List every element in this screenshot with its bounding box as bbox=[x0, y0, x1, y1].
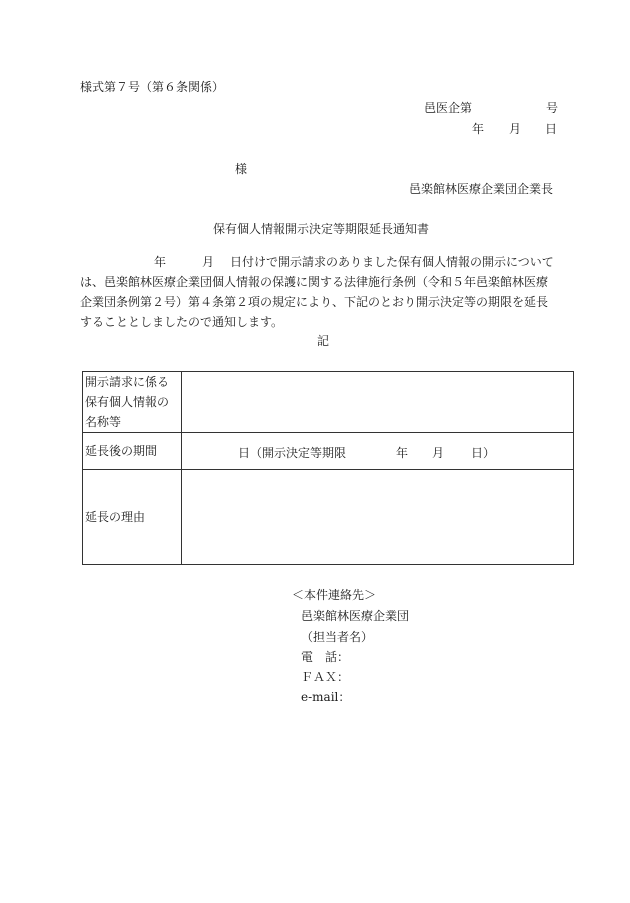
table-row-request-name bbox=[83, 372, 574, 433]
body-year: 年 bbox=[154, 255, 167, 269]
contact-heading: ＜本件連絡先＞ bbox=[292, 588, 377, 602]
sender-name: 邑楽館林医療企業団企業長 bbox=[409, 182, 554, 196]
extension-reason-label: 延長の理由 bbox=[83, 470, 182, 565]
date-month: 月 bbox=[509, 122, 522, 136]
contact-person: （担当者名） bbox=[301, 630, 374, 644]
ki-marker: 記 bbox=[317, 334, 330, 348]
form-number: 様式第７号（第６条関係） bbox=[80, 80, 225, 94]
period-month: 月 bbox=[432, 446, 445, 460]
request-name-label-line-1: 開示請求に係る bbox=[85, 375, 170, 389]
document-title: 保有個人情報開示決定等期限延長通知書 bbox=[213, 222, 430, 236]
document-number-suffix: 号 bbox=[546, 101, 559, 115]
period-year: 年 bbox=[396, 446, 409, 460]
table-row-extended-period bbox=[83, 433, 574, 470]
extension-details-table bbox=[82, 371, 574, 565]
period-day-text: 日（開示決定等期限 bbox=[238, 446, 347, 460]
request-name-label bbox=[83, 372, 182, 433]
notice-body bbox=[80, 252, 580, 332]
document-number-prefix: 邑医企第 bbox=[424, 101, 473, 115]
body-line-2: は、邑楽館林医療企業団個人情報の保護に関する法律施行条例（令和５年邑楽館林医療 bbox=[80, 275, 549, 289]
request-name-label-line-3: 名称等 bbox=[85, 415, 122, 429]
body-month: 月 bbox=[202, 255, 215, 269]
body-line-1 bbox=[80, 252, 580, 272]
table-row-extension-reason bbox=[83, 470, 574, 565]
body-line-3: 企業団条例第２号）第４条第２項の規定により、下記のとおり開示決定等の期限を延長 bbox=[80, 295, 549, 309]
contact-phone: 電 話： bbox=[301, 650, 350, 664]
period-close: 日） bbox=[471, 446, 496, 460]
extended-period-value[interactable] bbox=[182, 433, 574, 470]
body-line-4: することとしましたので通知します。 bbox=[80, 315, 284, 329]
date-year: 年 bbox=[472, 122, 485, 136]
date-day: 日 bbox=[545, 122, 558, 136]
contact-email: e-mail： bbox=[301, 690, 351, 704]
body-line-1-rest: 日付けで開示請求のありました保有個人情報の開示について bbox=[230, 255, 554, 269]
extended-period-label: 延長後の期間 bbox=[83, 433, 182, 470]
request-name-label-line-2: 保有個人情報の bbox=[85, 395, 170, 409]
extension-reason-value[interactable] bbox=[182, 470, 574, 565]
contact-organization: 邑楽館林医療企業団 bbox=[301, 609, 410, 623]
addressee-honorific: 様 bbox=[235, 162, 248, 176]
contact-fax: ＦＡＸ： bbox=[301, 670, 350, 684]
request-name-value[interactable] bbox=[182, 372, 574, 433]
